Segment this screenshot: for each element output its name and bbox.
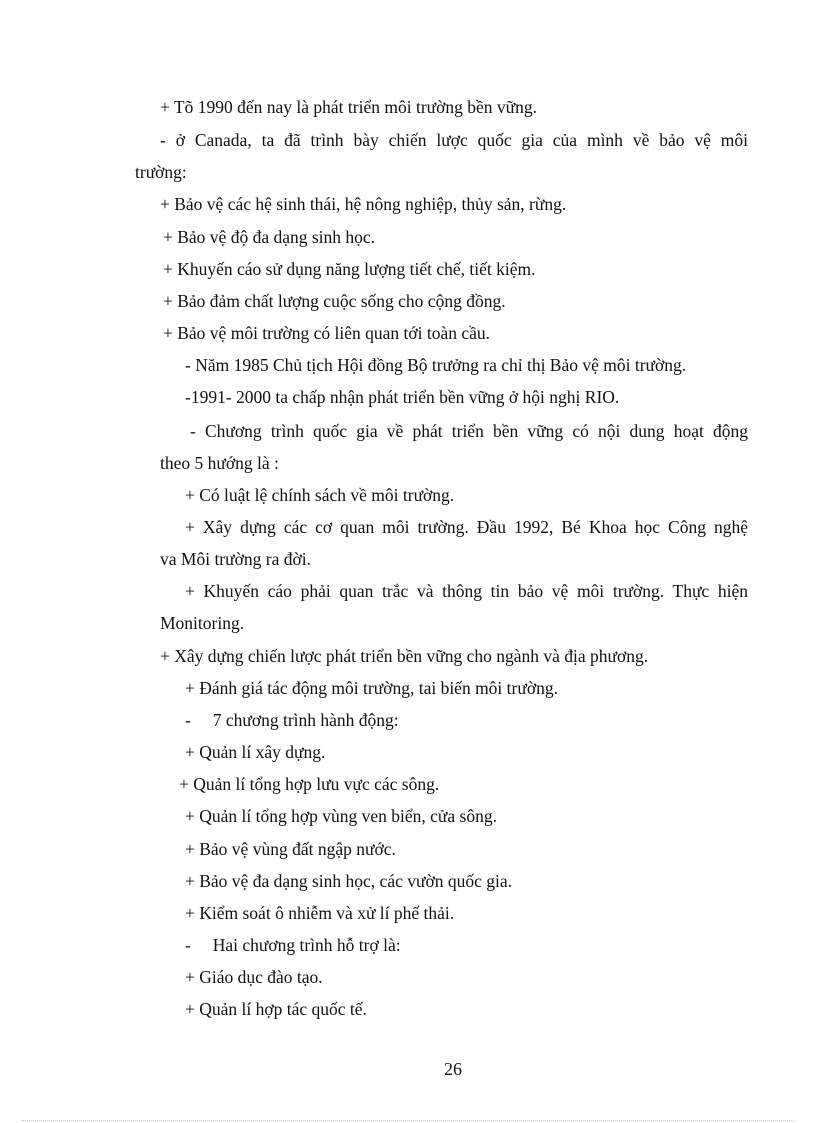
- text-line: - Hai chương trình hỗ trợ là:: [185, 935, 401, 955]
- text-line: + Quản lí tổng hợp vùng ven biển, cửa sông.: [185, 806, 497, 826]
- text-line: + Quản lí xây dựng.: [185, 742, 326, 762]
- text-line: + Bảo vệ môi trường có liên quan tới toàn cầu.: [163, 323, 491, 343]
- footer-divider: [22, 1120, 794, 1121]
- text-line: + Đánh giá tác động môi trường, tai biến môi trường.: [185, 678, 558, 698]
- text-line: + Bảo vệ các hệ sinh thái, hệ nông nghiệp, thủy sản, rừng.: [160, 194, 567, 214]
- text-line: - 7 chương trình hành động:: [185, 710, 399, 730]
- text-line: + Khuyến cáo sử dụng năng lượng tiết chế, tiết kiệm.: [163, 259, 536, 279]
- text-line: va Môi trường ra đời.: [160, 549, 311, 569]
- text-line: + Tõ 1990 đến nay là phát triển môi trường bền vững.: [160, 97, 538, 117]
- text-line: + Quản lí hợp tác quốc tế.: [185, 999, 367, 1019]
- text-line: + Khuyến cáo phải quan trắc và thông tin bảo vệ môi trường. Thực hiện: [185, 581, 748, 601]
- text-line: theo 5 hướng là :: [160, 453, 279, 473]
- text-line: + Bảo vệ độ đa dạng sinh học.: [163, 227, 376, 247]
- text-line: + Giáo dục đào tạo.: [185, 967, 323, 987]
- text-line: + Có luật lệ chính sách về môi trường.: [185, 485, 455, 505]
- text-line: + Kiểm soát ô nhiễm và xử lí phế thải.: [185, 903, 455, 923]
- text-line: - Năm 1985 Chủ tịch Hội đồng Bộ trưởng ra chỉ thị Bảo vệ môi trường.: [185, 355, 687, 375]
- text-line: - Chương trình quốc gia về phát triển bền vững có nội dung hoạt động: [190, 421, 748, 441]
- text-line: + Bảo vệ đa dạng sinh học, các vườn quốc gia.: [185, 871, 512, 891]
- text-line: + Bảo đảm chất lượng cuộc sống cho cộng đồng.: [163, 291, 506, 311]
- text-line: + Xây dựng chiến lược phát triển bền vững cho ngành và địa phương.: [160, 646, 649, 666]
- text-line: + Bảo vệ vùng đất ngập nước.: [185, 839, 396, 859]
- text-line: trường:: [135, 162, 187, 182]
- text-line: - ở Canada, ta đã trình bày chiến lược quốc gia của mình về bảo vệ môi: [160, 130, 748, 150]
- text-line: -1991- 2000 ta chấp nhận phát triển bền vững ở hội nghị RIO.: [185, 387, 620, 407]
- page-number: 26: [444, 1059, 462, 1079]
- text-line: Monitoring.: [160, 613, 245, 633]
- text-line: + Quản lí tổng hợp lưu vực các sông.: [179, 774, 440, 794]
- text-line: + Xây dựng các cơ quan môi trường. Đầu 1992, Bé Khoa học Công nghệ: [185, 517, 748, 537]
